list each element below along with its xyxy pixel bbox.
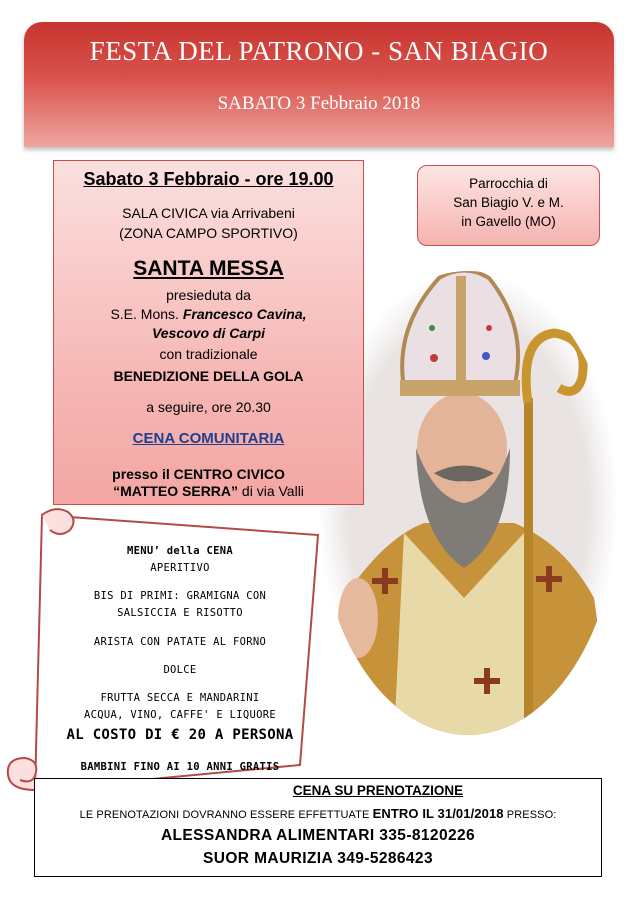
venue-line-2: (ZONA CAMPO SPORTIVO) bbox=[119, 225, 298, 241]
contact-maurizia: SUOR MAURIZIA 349-5286423 bbox=[203, 850, 433, 867]
blessing-line: BENEDIZIONE DELLA GOLA bbox=[113, 368, 304, 384]
menu-bis-line-1: BIS DI PRIMI: GRAMIGNA CON bbox=[93, 590, 267, 602]
parish-line-3: in Gavello (MO) bbox=[461, 214, 556, 229]
booking-title: CENA SU PRENOTAZIONE bbox=[292, 783, 464, 798]
presso-line: presso il CENTRO CIVICO bbox=[112, 466, 285, 482]
center-name: “MATTEO SERRA” bbox=[113, 483, 239, 499]
booking-note bbox=[35, 806, 601, 821]
mons-line bbox=[54, 306, 363, 322]
header-date: SABATO 3 Febbraio 2018 bbox=[217, 93, 421, 114]
menu-arista: ARISTA CON PATATE AL FORNO bbox=[93, 636, 267, 648]
menu-title: MENU’ della CENA bbox=[127, 545, 233, 557]
parish-box bbox=[417, 165, 600, 246]
center-line bbox=[54, 483, 363, 499]
venue-line-1: SALA CIVICA via Arrivabeni bbox=[122, 205, 295, 221]
bishop-line: Vescovo di Carpi bbox=[151, 325, 266, 341]
following-line: a seguire, ore 20.30 bbox=[146, 399, 271, 415]
menu-frutta: FRUTTA SECCA E MANDARINI bbox=[100, 692, 260, 704]
mass-title: SANTA MESSA bbox=[133, 257, 284, 280]
parish-line-1: Parrocchia di bbox=[469, 176, 548, 191]
presided-by: presieduta da bbox=[166, 287, 251, 303]
event-info-box bbox=[53, 160, 364, 505]
parish-line-2: San Biagio V. e M. bbox=[453, 195, 564, 210]
menu-aperitivo: APERITIVO bbox=[150, 562, 210, 574]
booking-deadline: ENTRO IL 31/01/2018 bbox=[372, 806, 504, 821]
booking-note-after: PRESSO: bbox=[503, 809, 557, 821]
event-heading: Sabato 3 Febbraio - ore 19.00 bbox=[83, 169, 334, 189]
center-street: di via Valli bbox=[238, 483, 304, 499]
mons-prefix: S.E. Mons. bbox=[110, 306, 183, 322]
menu-children: BAMBINI FINO AI 10 ANNI GRATIS bbox=[80, 761, 280, 773]
page-title: FESTA DEL PATRONO - SAN BIAGIO bbox=[89, 36, 549, 66]
booking-note-before: LE PRENOTAZIONI DOVRANNO ESSERE EFFETTUATE bbox=[79, 809, 373, 821]
menu-dolce: DOLCE bbox=[163, 664, 197, 676]
mons-name: Francesco Cavina, bbox=[182, 306, 307, 322]
menu-acqua: ACQUA, VINO, CAFFE' E LIQUORE bbox=[83, 709, 277, 721]
traditional-line: con tradizionale bbox=[159, 346, 258, 362]
header-banner bbox=[24, 22, 614, 147]
menu-price: AL COSTO DI € 20 A PERSONA bbox=[66, 727, 294, 743]
menu-bis-line-2: SALSICCIA E RISOTTO bbox=[117, 607, 243, 619]
dinner-title: CENA COMUNITARIA bbox=[132, 430, 285, 447]
contact-alessandra: ALESSANDRA ALIMENTARI 335-8120226 bbox=[160, 827, 476, 844]
booking-box bbox=[34, 778, 602, 877]
